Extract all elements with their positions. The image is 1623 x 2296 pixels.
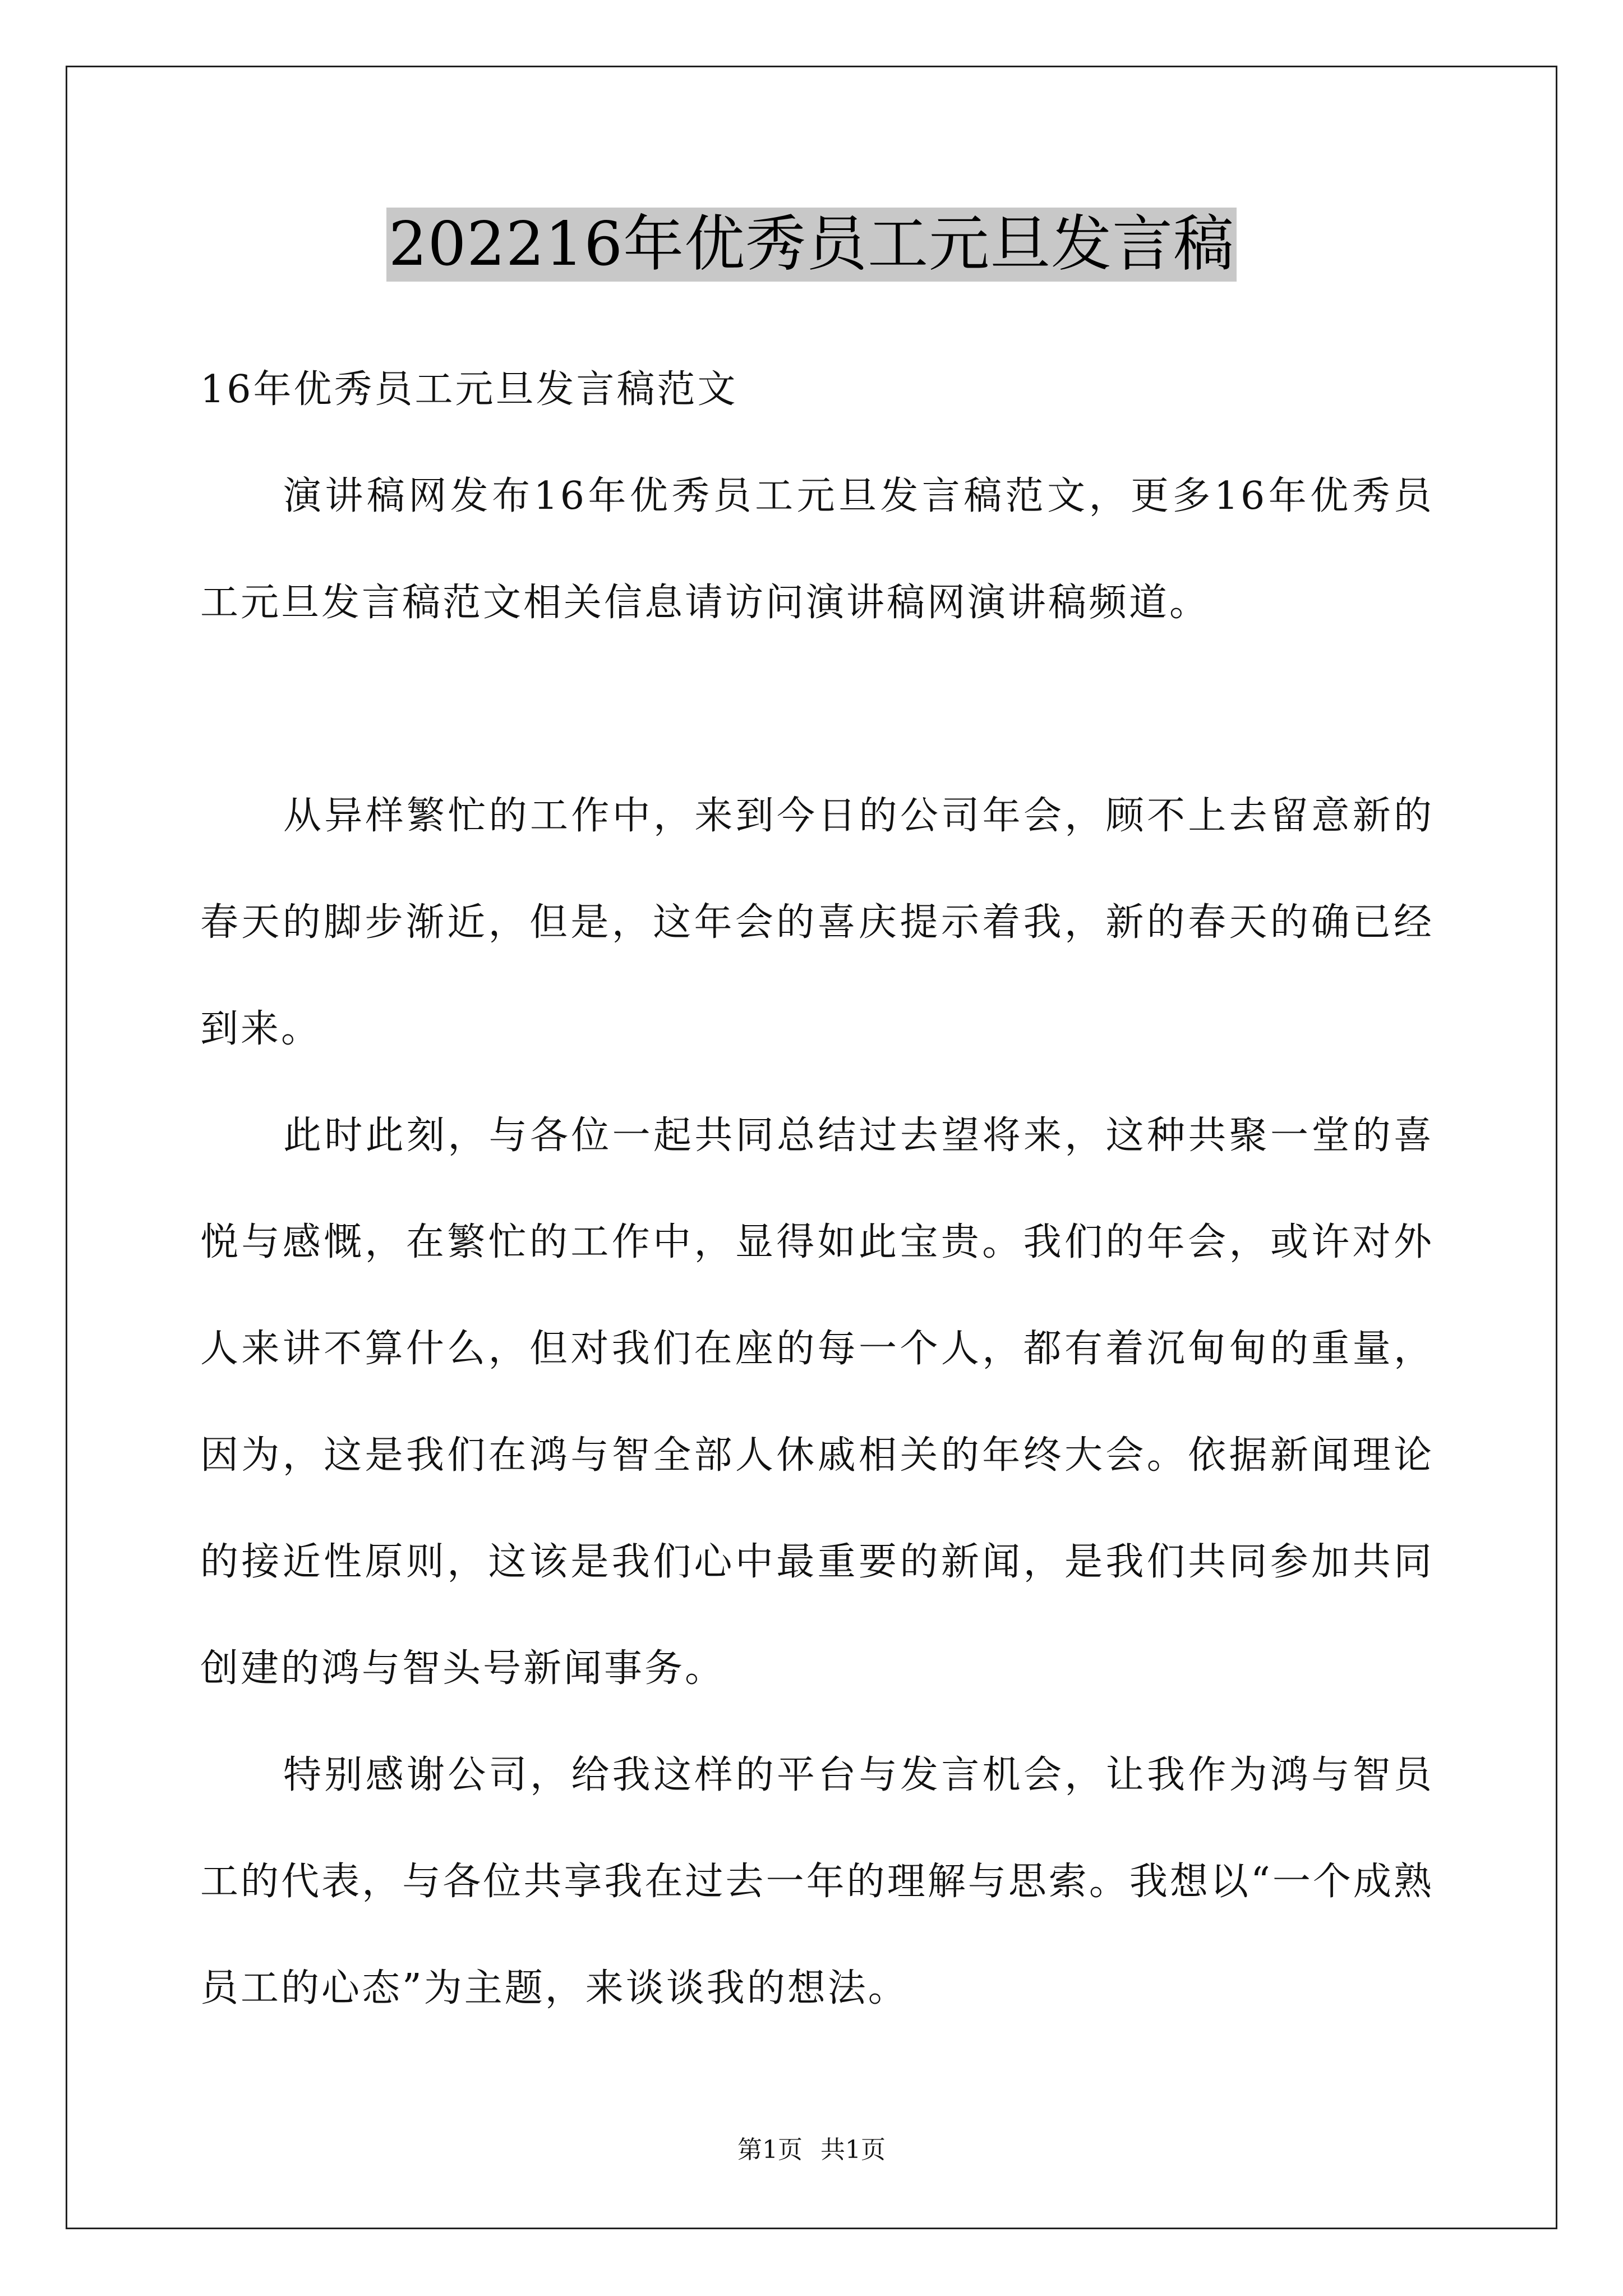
body-paragraph-3: 特别感谢公司，给我这样的平台与发言机会，让我作为鸿与智员工的代表，与各位共享我在过去一年的理解与思索。我想以“一个成熟员工的心态”为主题，来谈谈我的想法。 [200,1753,1434,2010]
title-container [0,208,1623,282]
page-number-current: 第1页 [737,2136,803,2164]
document-body [200,337,1434,2042]
page-footer [0,2134,1623,2166]
intro-paragraph: 演讲稿网发布16年优秀员工元旦发言稿范文，更多16年优秀员工元旦发言稿范文相关信息请访问演讲稿网演讲稿频道。 [200,474,1434,625]
body-paragraph-1: 从异样繁忙的工作中，来到今日的公司年会，顾不上去留意新的春天的脚步渐近，但是，这年会的喜庆提示着我，新的春天的确已经到来。 [200,794,1434,1051]
document-title: 202216年优秀员工元旦发言稿 [386,208,1237,282]
blank-line [200,656,1434,763]
body-paragraph-2: 此时此刻，与各位一起共同总结过去望将来，这种共聚一堂的喜悦与感慨，在繁忙的工作中，显得如此宝贵。我们的年会，或许对外人来讲不算什么，但对我们在座的每一个人，都有着沉甸甸的重量，因为，这是我们在鸿与智全部人休戚相关的年终大会。依据新闻理论的接近性原则，这该是我们心中最重要的新闻，是我们共同参加共同创建的鸿与智头号新闻事务。 [200,1114,1434,1691]
page-number-total: 共1页 [820,2136,886,2164]
document-subtitle: 16年优秀员工元旦发言稿范文 [200,367,738,412]
